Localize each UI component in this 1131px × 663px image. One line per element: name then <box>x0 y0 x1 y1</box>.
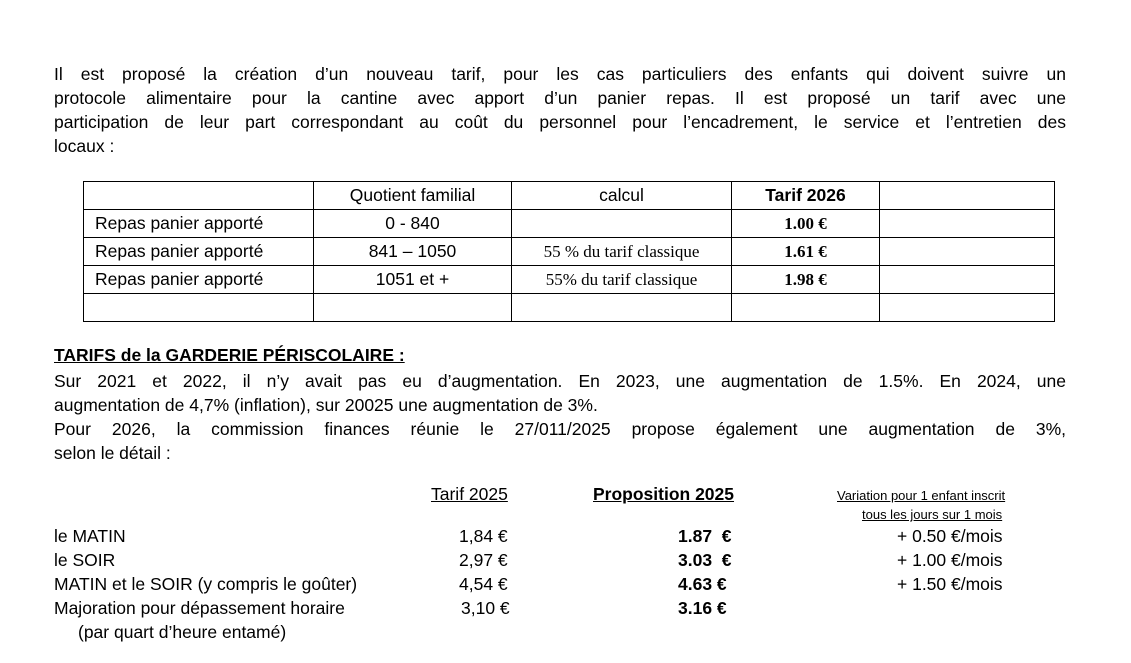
variation-value: + 0.50 €/mois <box>897 526 1003 546</box>
calcul-cell: 55% du tarif classique <box>512 266 732 294</box>
intro-line: protocole alimentaire pour la cantine avec apport d’un panier repas. Il est proposé un tarif avec une <box>54 88 1066 108</box>
tarif-value: 3,10 € <box>461 598 510 618</box>
empty-cell <box>84 294 314 322</box>
garderie-paragraph <box>54 369 1066 465</box>
tarif-value: 2,97 € <box>459 550 508 570</box>
proposition-column-header: Proposition 2025 <box>593 484 735 504</box>
garderie-line: augmentation de 4,7% (inflation), sur 20025 une augmentation de 3%. <box>54 395 598 415</box>
row-label: Repas panier apporté <box>84 238 314 266</box>
majoration-note: (par quart d’heure entamé) <box>78 622 287 642</box>
empty-cell <box>314 294 512 322</box>
calcul-cell: 55 % du tarif classique <box>512 238 732 266</box>
tarif-value: 1,84 € <box>459 526 508 546</box>
quotient-cell: 841 – 1050 <box>314 238 512 266</box>
intro-paragraph <box>54 62 1066 158</box>
proposition-value: 3.03 € <box>678 550 732 570</box>
row-label: MATIN et le SOIR (y compris le goûter) <box>54 574 358 594</box>
tarif-cell: 1.00 € <box>732 210 880 238</box>
header-cell: Tarif 2026 <box>732 182 880 210</box>
variation-value: + 1.00 €/mois <box>897 550 1003 570</box>
intro-line: participation de leur part correspondant au coût du personnel pour l’encadrement, le service et l’entretien des <box>54 112 1066 132</box>
quotient-cell: 0 - 840 <box>314 210 512 238</box>
empty-cell <box>880 210 1055 238</box>
garderie-line: selon le détail : <box>54 443 171 463</box>
empty-cell <box>880 238 1055 266</box>
calcul-cell <box>512 210 732 238</box>
row-label: le MATIN <box>54 526 126 546</box>
row-label: Repas panier apporté <box>84 210 314 238</box>
tarif-column-header: Tarif 2025 <box>431 484 508 504</box>
tarif-cell: 1.61 € <box>732 238 880 266</box>
empty-cell <box>732 294 880 322</box>
table-row <box>84 210 1055 238</box>
garderie-line: Sur 2021 et 2022, il n’y avait pas eu d’augmentation. En 2023, une augmentation de 1.5%. En 2024, une <box>54 371 1066 391</box>
empty-cell <box>880 294 1055 322</box>
intro-line: locaux : <box>54 136 115 156</box>
table-header-row <box>84 182 1055 210</box>
row-label: Repas panier apporté <box>84 266 314 294</box>
empty-cell <box>512 294 732 322</box>
table-row <box>84 238 1055 266</box>
header-cell: Quotient familial <box>314 182 512 210</box>
tarif-cell: 1.98 € <box>732 266 880 294</box>
intro-line: Il est proposé la création d’un nouveau tarif, pour les cas particuliers des enfants qui doivent suivre un <box>54 64 1066 84</box>
table-row-empty <box>84 294 1055 322</box>
tarif-value: 4,54 € <box>459 574 508 594</box>
empty-cell <box>880 266 1055 294</box>
table-row <box>84 266 1055 294</box>
repas-panier-table <box>83 181 1055 322</box>
row-label: le SOIR <box>54 550 116 570</box>
variation-header-line1: Variation pour 1 enfant inscrit <box>837 488 1006 503</box>
variation-value: + 1.50 €/mois <box>897 574 1003 594</box>
quotient-cell: 1051 et + <box>314 266 512 294</box>
header-cell <box>880 182 1055 210</box>
row-label: Majoration pour dépassement horaire <box>54 598 345 618</box>
header-cell <box>84 182 314 210</box>
proposition-value: 4.63 € <box>678 574 727 594</box>
header-cell: calcul <box>512 182 732 210</box>
section-heading: TARIFS de la GARDERIE PÉRISCOLAIRE : <box>54 345 405 365</box>
proposition-value: 3.16 € <box>678 598 727 618</box>
garderie-line: Pour 2026, la commission finances réunie le 27/011/2025 propose également une augmentation de 3%, <box>54 419 1066 439</box>
proposition-value: 1.87 € <box>678 526 732 546</box>
variation-header-line2: tous les jours sur 1 mois <box>862 507 1003 522</box>
